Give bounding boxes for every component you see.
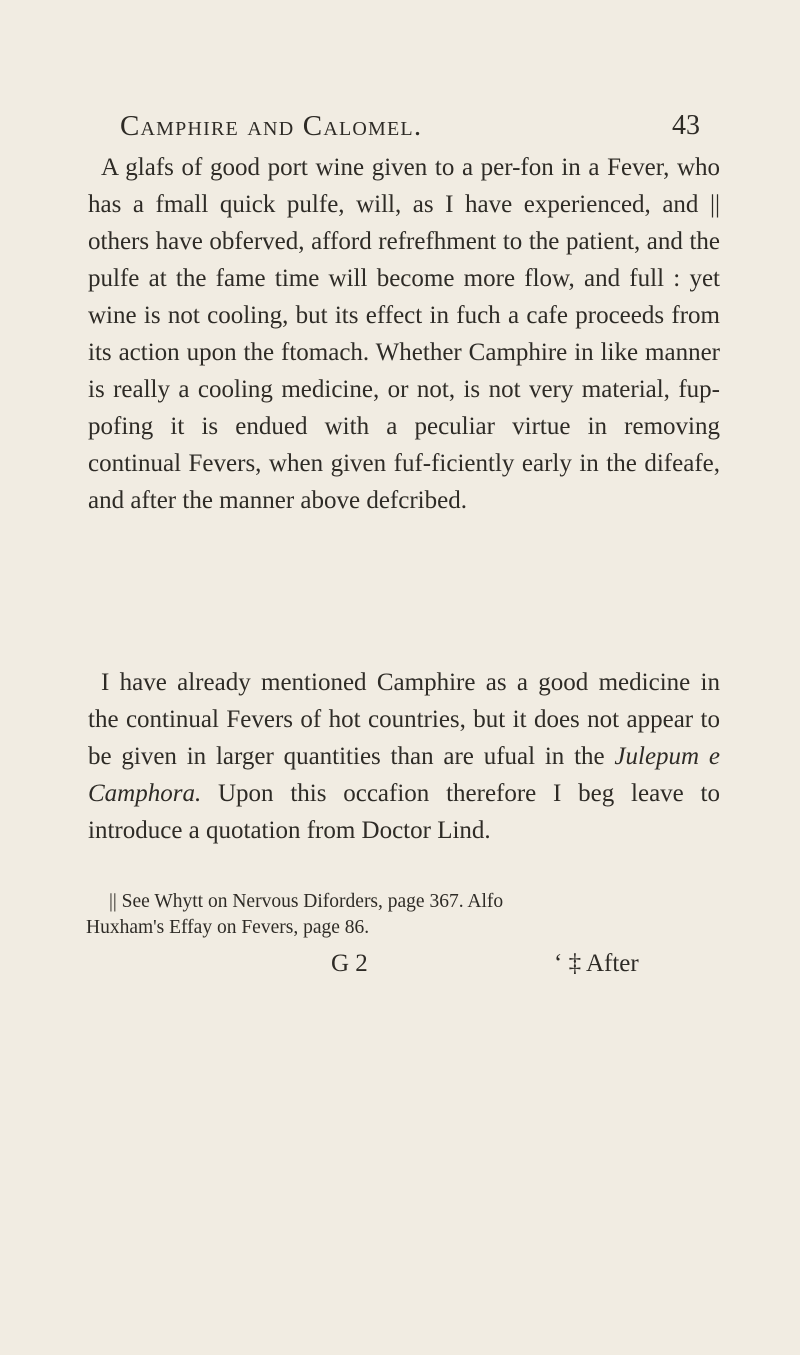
paragraph-2-text-end: Upon this occafion therefore I beg leave to introduce a quotation from Doctor Lind. (88, 780, 721, 844)
page-number: 43 (672, 110, 700, 141)
page-header (120, 110, 700, 150)
paragraph-2-text-start: I have already mentioned Camphire as a good medicine in the continual Fevers of hot countries, but it does not appear to be given in larger quantities than are ufual in the (88, 669, 720, 770)
footnote-line-1: || See Whytt on Nervous Diforders, page 367. Alfo (109, 891, 504, 912)
paragraph-2-italic-title: Julepum e Camphora. (88, 743, 720, 807)
catchword: ‘ ‡ After (554, 950, 639, 977)
signature-mark: G 2 (331, 950, 368, 977)
footnote-line-2: Huxham's Effay on Fevers, page 86. (86, 917, 370, 938)
running-head: Camphire and Calomel. (120, 110, 423, 142)
paragraph-1: A glafs of good port wine given to a per-fon in a Fever, who has a fmall quick pulfe, will, as I have experienced, and || others have obferved, afford refrefhment to the patient, and the pulfe at the fame time will become more flow, and full : yet wine is not cooling, but its effect in fuch a cafe proceeds from its action upon the ftomach. Whether Camphire in like manner is really a cooling medicine, or not, is not very material, fup-pofing it is endued with a peculiar virtue in removing continual Fevers, when given fuf-ficiently early in the difeafe, and after the manner above defcribed. (88, 154, 720, 514)
paragraph-2 (88, 664, 720, 849)
footnote (86, 889, 726, 941)
